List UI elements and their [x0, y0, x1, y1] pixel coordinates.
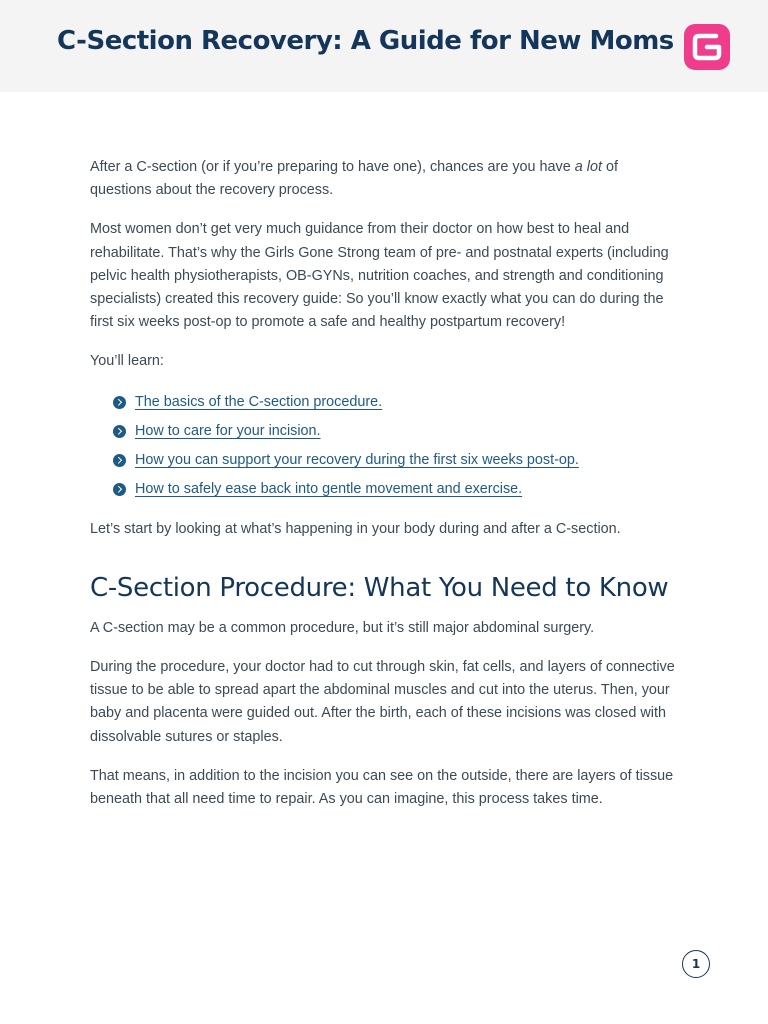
page-header	[0, 0, 768, 92]
chevron-right-circle-icon	[113, 454, 126, 467]
learn-list	[90, 388, 682, 504]
document-title: C-Section Recovery: A Guide for New Moms	[57, 26, 674, 56]
intro-emphasis: a lot	[574, 159, 602, 175]
list-item	[113, 388, 682, 417]
chevron-right-circle-icon	[113, 396, 126, 409]
learn-label: You’ll learn:	[90, 353, 164, 370]
list-item	[113, 417, 682, 446]
page-content	[90, 156, 682, 827]
girls-gone-strong-logo-icon	[683, 23, 731, 71]
intro-text: After a C-section (or if you’re preparing to have one), chances are you have	[90, 159, 575, 175]
intro-paragraph-1	[90, 156, 682, 202]
section-paragraph-1: A C-section may be a common procedure, but it’s still major abdominal surgery.	[90, 619, 595, 636]
section-heading: C-Section Procedure: What You Need to Know	[90, 572, 669, 603]
transition-paragraph: Let’s start by looking at what’s happening in your body during and after a C-section.	[90, 520, 621, 537]
learn-link-incision-care[interactable]: How to care for your incision.	[135, 422, 321, 439]
list-item	[113, 475, 682, 504]
list-item	[113, 446, 682, 475]
section-paragraph-3: That means, in addition to the incision you can see on the outside, there are layers of tissue beneath that all need time to repair. As you can imagine, this process takes time.	[90, 767, 674, 808]
learn-link-procedure-basics[interactable]: The basics of the C-section procedure.	[135, 393, 383, 410]
learn-link-gentle-movement[interactable]: How to safely ease back into gentle movement and exercise.	[135, 480, 523, 497]
intro-paragraph-2: Most women don’t get very much guidance from their doctor on how best to heal and rehabilitate. That’s why the Girls Gone Strong team of pre- and postnatal experts (including pelvic health physiotherapists, OB-GYNs, nutrition coaches, and strength and conditioning specialists) created this recovery guide: So you’ll know exactly what you can do during the first six weeks post-op to promote a safe and healthy postpartum recovery!	[90, 221, 669, 331]
intro-text-end: of questions about the recovery process.	[90, 159, 618, 199]
learn-link-support-recovery[interactable]: How you can support your recovery during the first six weeks post-op.	[135, 451, 579, 468]
page-number-badge: 1	[682, 950, 710, 978]
chevron-right-circle-icon	[113, 425, 126, 438]
section-paragraph-2: During the procedure, your doctor had to cut through skin, fat cells, and layers of connective tissue to be able to spread apart the abdominal muscles and cut into the uterus. Then, your baby and placenta were guided out. After the birth, each of these incisions was closed with dissolvable sutures or staples.	[90, 659, 675, 745]
chevron-right-circle-icon	[113, 483, 126, 496]
